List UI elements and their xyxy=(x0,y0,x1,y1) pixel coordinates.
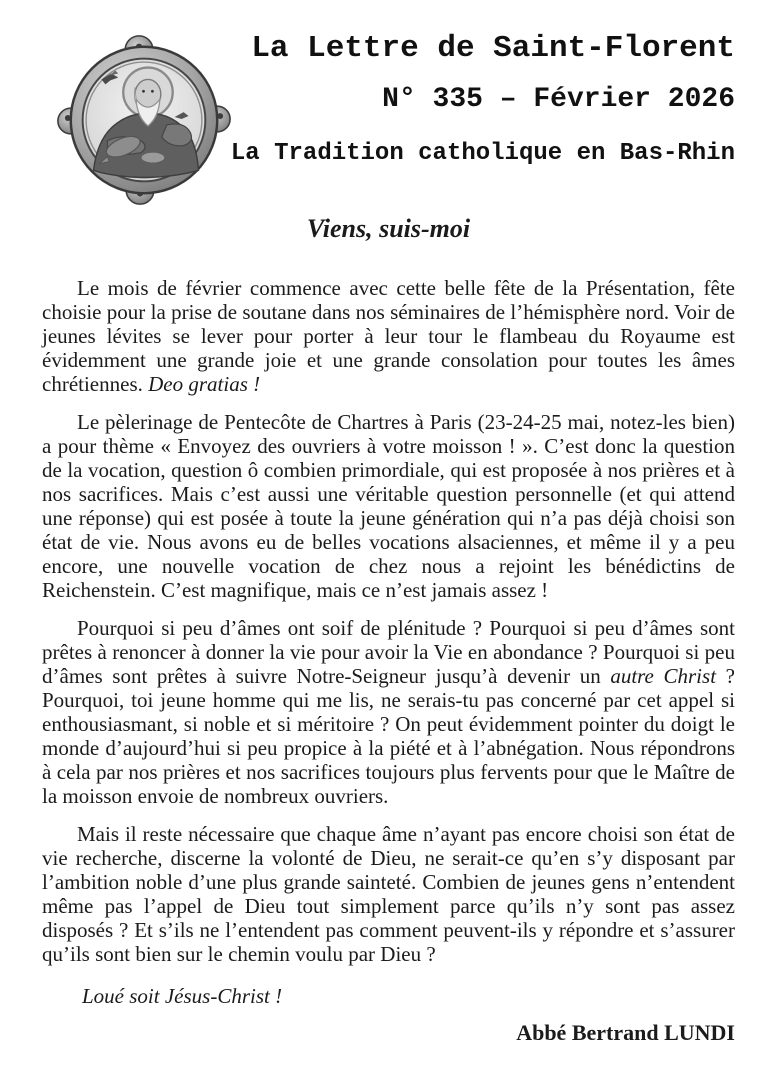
article xyxy=(42,214,735,1045)
article-body xyxy=(42,276,735,966)
newsletter-subtitle: La Tradition catholique en Bas-Rhin xyxy=(230,140,735,167)
article-title: Viens, suis-moi xyxy=(306,214,471,243)
closing-line: Loué soit Jésus-Christ ! xyxy=(82,984,283,1008)
newsletter-title: La Lettre de Saint-Florent xyxy=(251,31,735,66)
masthead-text xyxy=(231,32,735,167)
paragraph: Le pèlerinage de Pentecôte de Chartres à Paris (23-24-25 mai, notez-les bien) a pour thème « Envoyez des ouvriers à votre moisson ! ». C’est donc la question de la vocation, question ô combien primordiale, qui est proposée à nos prières et à nos sacrifices. Mais c’est aussi une véritable question personnelle (et qui attend une réponse) qui est posée à toute la jeune génération qui n’a pas déjà choisi son état de vie. Nous avons eu de belles vocations alsaciennes, et même il y a peu encore, une nouvelle vocation de chez nous a rejoint les bénédictins de Reichenstein. C’est magnifique, mais ce n’est jamais assez ! xyxy=(42,410,735,602)
paragraph: Le mois de février commence avec cette belle fête de la Présentation, fête choisie pour la prise de soutane dans nos séminaires de l’hémisphère nord. Voir de jeunes lévites se lever pour porter à leur tour le flambeau du Royaume est évidemment une grande joie et une grande consolation pour toutes les âmes chrétiennes. Deo gratias ! xyxy=(42,276,735,396)
saint-florent-medallion-icon xyxy=(50,26,238,214)
issue-number: N° 335 – Février 2026 xyxy=(382,84,735,115)
signature: Abbé Bertrand LUNDI xyxy=(516,1020,735,1045)
paragraph: Pourquoi si peu d’âmes ont soif de plénitude ? Pourquoi si peu d’âmes sont prêtes à renoncer à donner la vie pour avoir la Vie en abondance ? Pourquoi si peu d’âmes sont prêtes à suivre Notre-Seigneur jusqu’à devenir un autre Christ ? Pourquoi, toi jeune homme qui me lis, ne serais-tu pas concerné par cet appel si enthousiasmant, si noble et si méritoire ? On peut évidemment pointer du doigt le monde d’aujourd’hui si peu propice à la piété et à l’abnégation. Nous répondrons à cela par nos prières et nos sacrifices toujours plus fervents pour que le Maître de la moisson envoie de nombreux ouvriers. xyxy=(42,616,735,808)
paragraph: Mais il reste nécessaire que chaque âme n’ayant pas encore choisi son état de vie recherche, discerne la volonté de Dieu, ne serait-ce qu’en s’y disposant par l’ambition noble d’une plus grande sainteté. Combien de jeunes gens n’entendent même pas l’appel de Dieu tout simplement parce qu’ils n’y sont pas assez disposés ? Et s’ils ne l’entendent pas comment peuvent-ils y répondre et s’assurer qu’ils sont bien sur le chemin voulu par Dieu ? xyxy=(42,822,735,966)
